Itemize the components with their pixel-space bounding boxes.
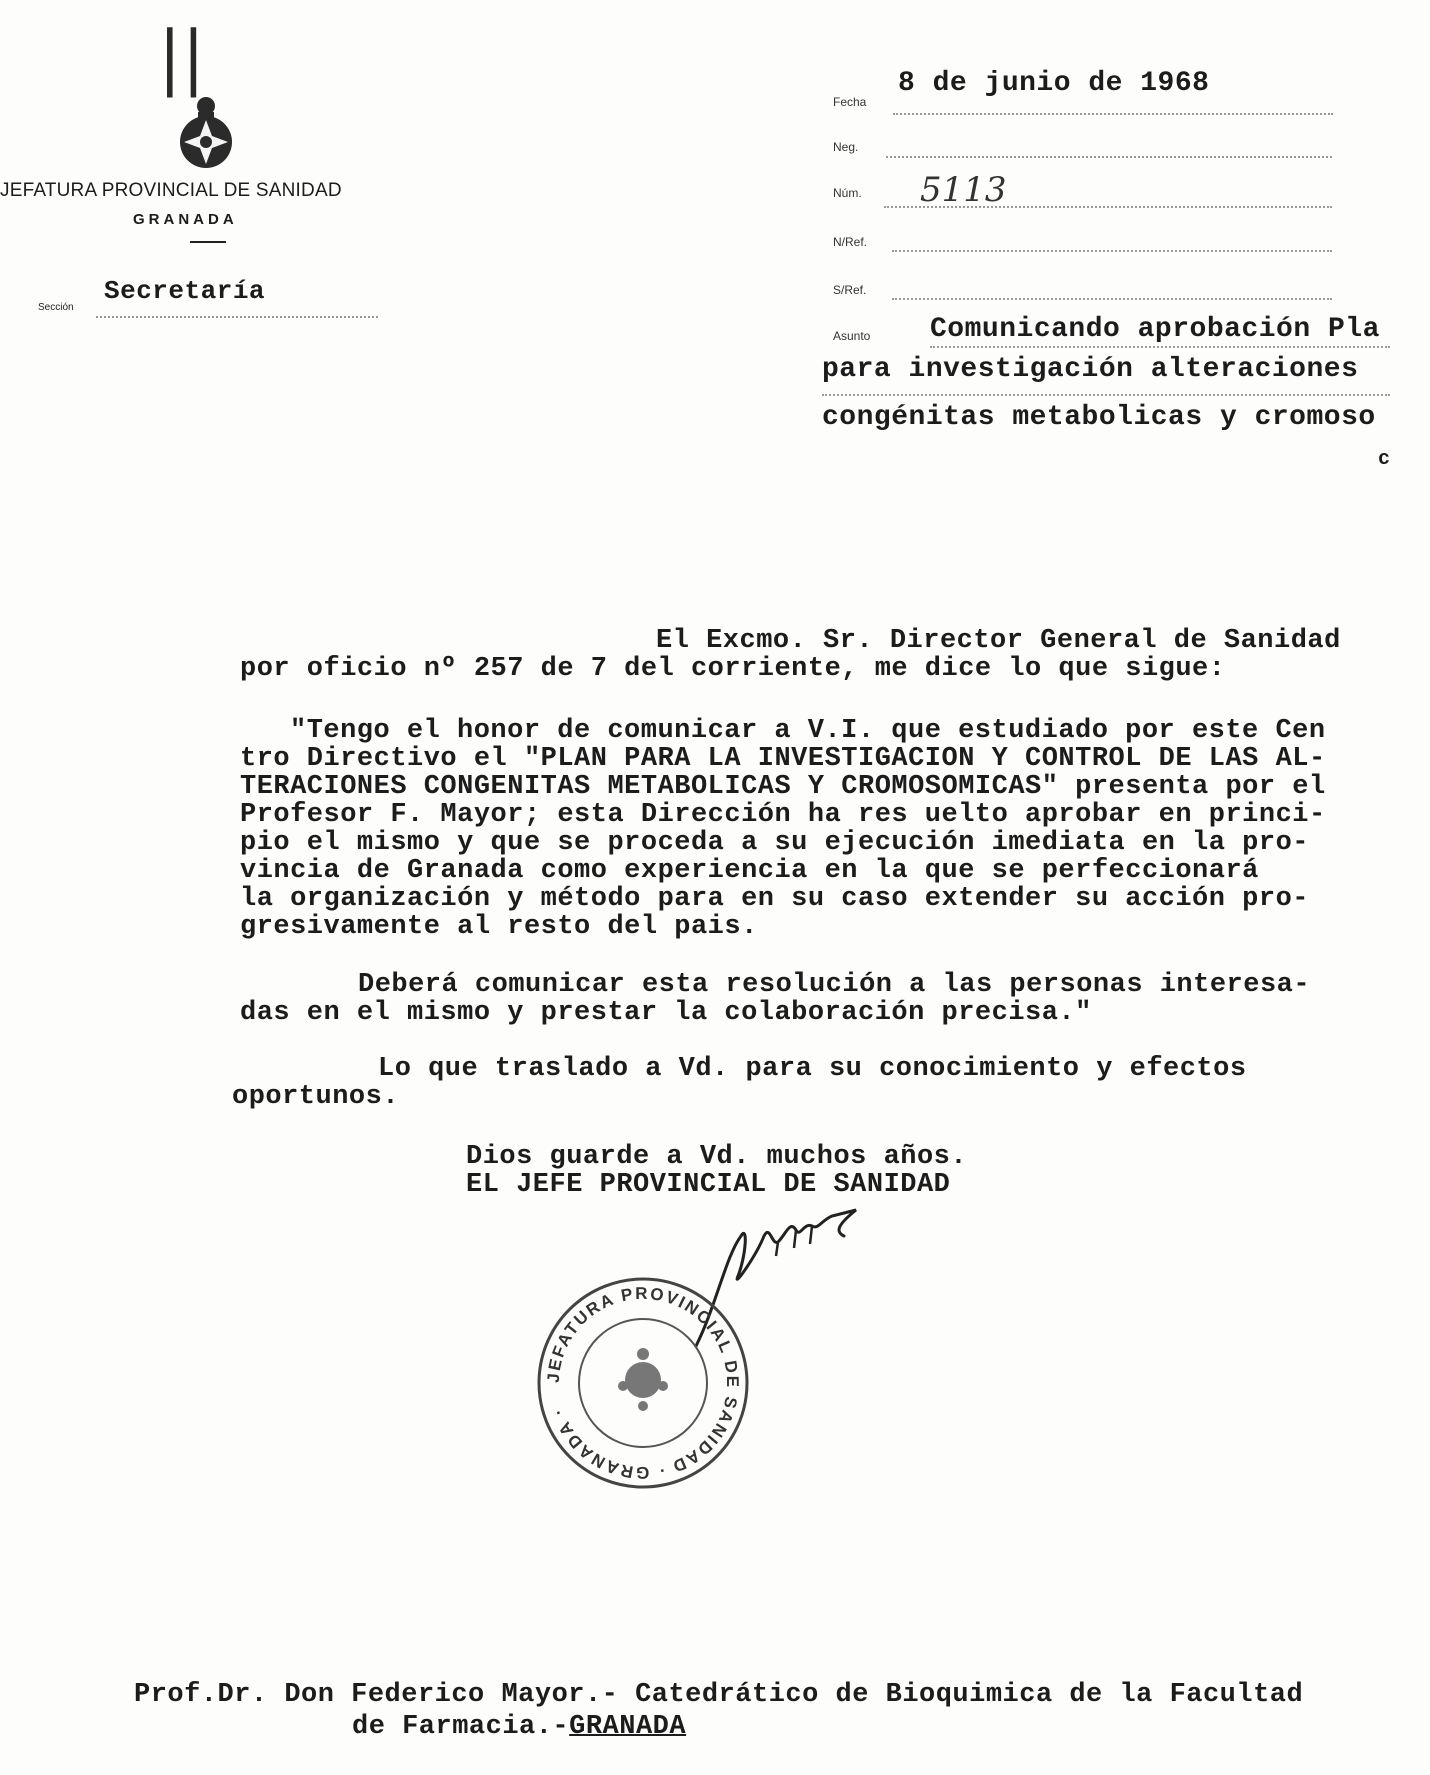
- asunto-dotted-line: [822, 394, 1390, 396]
- section-value: Secretaría: [104, 276, 266, 306]
- body-line: Lo que traslado a Vd. para su conocimiento y efectos: [378, 1054, 1247, 1084]
- body-line: gresivamente al resto del pais.: [240, 912, 758, 942]
- num-value-handwritten: 5113: [920, 170, 1007, 210]
- fecha-value: 8 de junio de 1968: [898, 68, 1210, 99]
- sref-dotted-line: [892, 298, 1332, 300]
- body-line: El Excmo. Sr. Director General de Sanidad: [656, 626, 1341, 656]
- neg-label: Neg.: [833, 140, 859, 154]
- nref-label: N/Ref.: [833, 235, 868, 249]
- body-line: oportunos.: [232, 1082, 400, 1112]
- recipient-line: [352, 1712, 686, 1742]
- section-dotted-line: [96, 316, 378, 318]
- body-line: "Tengo el honor de comunicar a V.I. que estudiado por este Cen: [290, 716, 1326, 746]
- body-line: la organización y método para en su caso extender su acción pro-: [240, 884, 1309, 914]
- letterhead-marks: ||: [158, 16, 206, 98]
- body-line: vincia de Granada como experiencia en la que se perfeccionará: [240, 856, 1259, 886]
- body-line: Profesor F. Mayor; esta Dirección ha res uelto aprobar en princi-: [240, 800, 1326, 830]
- crest-icon: [168, 90, 244, 170]
- recipient-line: Prof.Dr. Don Federico Mayor.- Catedrático de Bioquimica de la Facultad: [134, 1680, 1304, 1710]
- body-line: por oficio nº 257 de 7 del corriente, me dice lo que sigue:: [240, 654, 1226, 684]
- asunto-line: para investigación alteraciones: [822, 354, 1359, 385]
- fecha-label: Fecha: [833, 95, 867, 109]
- asunto-line: Comunicando aprobación Pla: [930, 314, 1380, 345]
- body-line: tro Directivo el "PLAN PARA LA INVESTIGACION Y CONTROL DE LAS AL-: [240, 744, 1326, 774]
- stamp-text: JEFATURA PROVINCIAL DE SANIDAD · GRANADA ·: [543, 1283, 743, 1483]
- organization-city: GRANADA: [133, 211, 238, 228]
- asunto-label: Asunto: [833, 329, 871, 343]
- neg-dotted-line: [886, 156, 1332, 158]
- recipient-city: GRANADA: [569, 1712, 687, 1742]
- letterhead-divider: [190, 241, 226, 243]
- nref-dotted-line: [892, 250, 1332, 252]
- asunto-line: c: [1378, 448, 1391, 471]
- body-line: TERACIONES CONGENITAS METABOLICAS Y CROMOSOMICAS" presenta por el: [240, 772, 1326, 802]
- section-label: Sección: [38, 302, 74, 313]
- fecha-dotted-line: [893, 113, 1333, 115]
- official-stamp-icon: [528, 1268, 758, 1498]
- asunto-line: congénitas metabolicas y cromoso: [822, 402, 1376, 433]
- closing-greeting: Dios guarde a Vd. muchos años.: [466, 1142, 968, 1172]
- recipient-institution: de Farmacia.-: [352, 1712, 570, 1742]
- body-line: Deberá comunicar esta resolución a las personas interesa-: [358, 970, 1311, 1000]
- asunto-dotted-line: [930, 346, 1390, 348]
- body-line: pio el mismo y que se proceda a su ejecución imediata en la pro-: [240, 828, 1309, 858]
- sref-label: S/Ref.: [833, 283, 867, 297]
- organization-name: JEFATURA PROVINCIAL DE SANIDAD: [0, 180, 342, 201]
- num-dotted-line: [884, 206, 1332, 208]
- signatory-title: EL JEFE PROVINCIAL DE SANIDAD: [466, 1170, 951, 1200]
- num-label: Núm.: [833, 186, 862, 200]
- body-line: das en el mismo y prestar la colaboración precisa.": [240, 998, 1092, 1028]
